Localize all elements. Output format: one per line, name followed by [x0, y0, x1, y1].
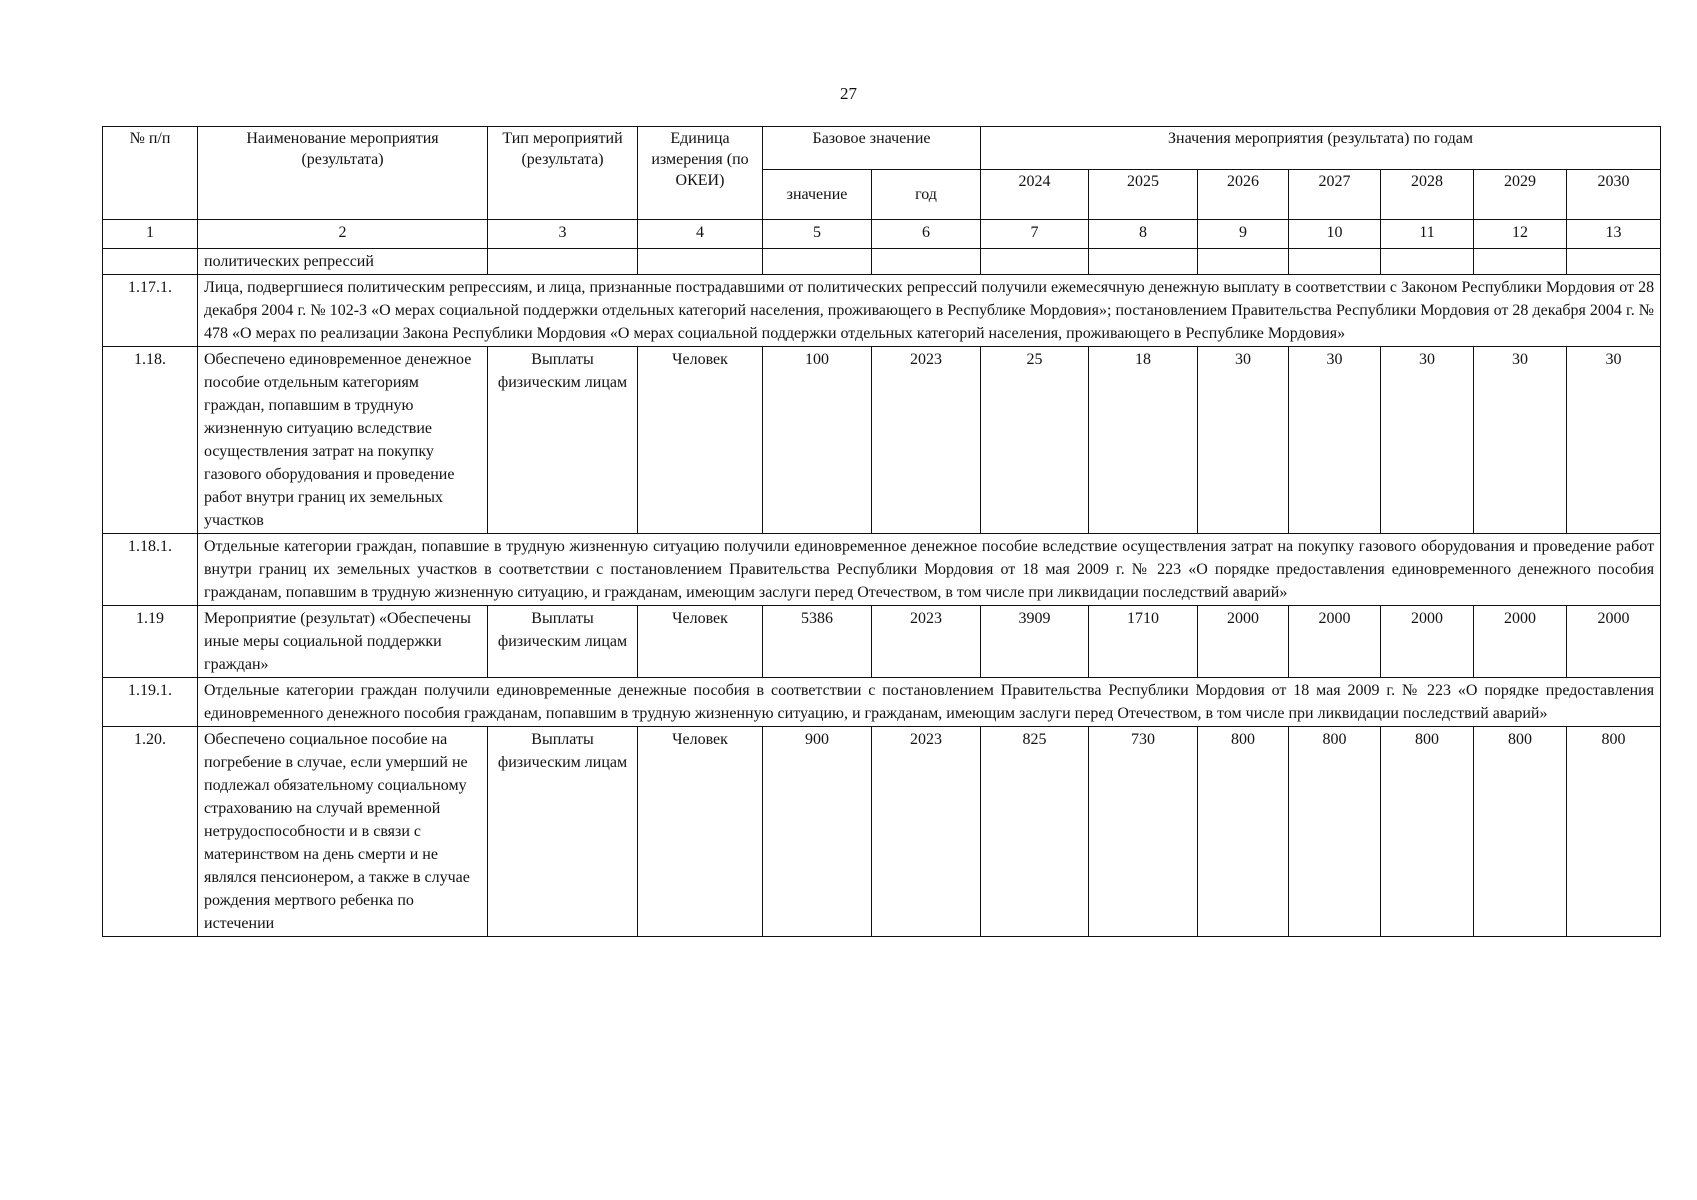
measure-type: Выплаты физическим лицам: [488, 727, 638, 937]
empty-cell: [488, 249, 638, 275]
year-value: 30: [1567, 347, 1661, 534]
measure-row: [103, 606, 1661, 678]
header-num: № п/п: [103, 127, 198, 220]
year-value: 800: [1198, 727, 1289, 937]
base-year: 2023: [872, 347, 981, 534]
measure-type: Выплаты физическим лицам: [488, 606, 638, 678]
result-text: Отдельные категории граждан, попавшие в трудную жизненную ситуацию получили единовременное денежное пособие вследствие осуществления затрат на покупку газового оборудования и проведение работ внутри границ их земельных участков в соответствии с постановлением Правительства Республики Мордовия от 18 мая 2009 г. № 223 «О порядке предоставления единовременного денежного пособия гражданам, попавшим в трудную жизненную ситуацию, и гражданам, имеющим заслуги перед Отечеством, в том числе при ликвидации последствий аварий»: [198, 534, 1661, 606]
column-number: 4: [638, 220, 763, 249]
header-base-value: значение: [763, 170, 872, 220]
year-value: 1710: [1089, 606, 1198, 678]
year-value: 800: [1381, 727, 1474, 937]
row-number: 1.17.1.: [103, 275, 198, 347]
header-base-year: год: [872, 170, 981, 220]
header-year: 2028: [1381, 170, 1474, 220]
year-value: 800: [1567, 727, 1661, 937]
column-number: 7: [981, 220, 1089, 249]
continuation-num-cell: [103, 249, 198, 275]
header-year: 2029: [1474, 170, 1567, 220]
measure-name: Обеспечено единовременное денежное пособие отдельным категориям граждан, попавшим в трудную жизненную ситуацию вследствие осуществления затрат на покупку газового оборудования и проведение работ внутри границ их земельных участков: [198, 347, 488, 534]
empty-cell: [638, 249, 763, 275]
header-name: Наименование мероприятия (результата): [198, 127, 488, 220]
empty-cell: [1198, 249, 1289, 275]
row-number: 1.20.: [103, 727, 198, 937]
year-value: 30: [1381, 347, 1474, 534]
measure-name: Мероприятие (результат) «Обеспечены иные меры социальной поддержки граждан»: [198, 606, 488, 678]
year-value: 3909: [981, 606, 1089, 678]
result-text-row: [103, 534, 1661, 606]
empty-cell: [981, 249, 1089, 275]
measure-name: Обеспечено социальное пособие на погребение в случае, если умерший не подлежал обязательному социальному страхованию на случай временной нетрудоспособности и в связи с материнством на день смерти и не являлся пенсионером, а также в случае рождения мертвого ребенка по истечении: [198, 727, 488, 937]
year-value: 30: [1474, 347, 1567, 534]
year-value: 18: [1089, 347, 1198, 534]
empty-cell: [1289, 249, 1381, 275]
column-number: 2: [198, 220, 488, 249]
measure-unit: Человек: [638, 606, 763, 678]
year-value: 2000: [1289, 606, 1381, 678]
empty-cell: [1567, 249, 1661, 275]
year-value: 30: [1198, 347, 1289, 534]
row-number: 1.18.: [103, 347, 198, 534]
header-row-1: [103, 127, 1661, 170]
column-numbers-row: [103, 220, 1661, 249]
header-year: 2026: [1198, 170, 1289, 220]
base-year: 2023: [872, 727, 981, 937]
header-year: 2027: [1289, 170, 1381, 220]
header-base: Базовое значение: [763, 127, 981, 170]
base-value: 5386: [763, 606, 872, 678]
continuation-row: [103, 249, 1661, 275]
empty-cell: [1381, 249, 1474, 275]
year-value: 2000: [1198, 606, 1289, 678]
result-text: Лица, подвергшиеся политическим репрессиям, и лица, признанные пострадавшими от политических репрессий получили ежемесячную денежную выплату в соответствии с Законом Республики Мордовия от 28 декабря 2004 г. № 102-З «О мерах социальной поддержки отдельных категорий населения, проживающего в Республике Мордовия»; постановлением Правительства Республики Мордовия от 28 декабря 2004 г. № 478 «О мерах по реализации Закона Республики Мордовия «О мерах социальной поддержки отдельных категорий населения, проживающего в Республике Мордовия»: [198, 275, 1661, 347]
continuation-name: политических репрессий: [198, 249, 488, 275]
measure-unit: Человек: [638, 347, 763, 534]
year-value: 825: [981, 727, 1089, 937]
header-year: 2030: [1567, 170, 1661, 220]
header-year: 2024: [981, 170, 1089, 220]
base-year: 2023: [872, 606, 981, 678]
year-value: 730: [1089, 727, 1198, 937]
measure-type: Выплаты физическим лицам: [488, 347, 638, 534]
measure-row: [103, 727, 1661, 937]
column-number: 3: [488, 220, 638, 249]
column-number: 10: [1289, 220, 1381, 249]
column-number: 5: [763, 220, 872, 249]
results-table: [102, 126, 1661, 937]
header-year: 2025: [1089, 170, 1198, 220]
page-number: 27: [840, 84, 857, 103]
column-number: 13: [1567, 220, 1661, 249]
result-text-row: [103, 275, 1661, 347]
measure-unit: Человек: [638, 727, 763, 937]
year-value: 2000: [1474, 606, 1567, 678]
column-number: 6: [872, 220, 981, 249]
year-value: 800: [1289, 727, 1381, 937]
column-number: 8: [1089, 220, 1198, 249]
year-value: 800: [1474, 727, 1567, 937]
base-value: 100: [763, 347, 872, 534]
year-value: 30: [1289, 347, 1381, 534]
empty-cell: [763, 249, 872, 275]
row-number: 1.18.1.: [103, 534, 198, 606]
year-value: 2000: [1381, 606, 1474, 678]
row-number: 1.19: [103, 606, 198, 678]
base-value: 900: [763, 727, 872, 937]
column-number: 1: [103, 220, 198, 249]
row-number: 1.19.1.: [103, 678, 198, 727]
empty-cell: [1089, 249, 1198, 275]
result-text-row: [103, 678, 1661, 727]
column-number: 9: [1198, 220, 1289, 249]
header-unit: Единица измерения (по ОКЕИ): [638, 127, 763, 220]
column-number: 12: [1474, 220, 1567, 249]
year-value: 25: [981, 347, 1089, 534]
header-values: Значения мероприятия (результата) по годам: [981, 127, 1661, 170]
year-value: 2000: [1567, 606, 1661, 678]
column-number: 11: [1381, 220, 1474, 249]
header-type: Тип мероприятий (результата): [488, 127, 638, 220]
measure-row: [103, 347, 1661, 534]
result-text: Отдельные категории граждан получили единовременные денежные пособия в соответствии с постановлением Правительства Республики Мордовия от 18 мая 2009 г. № 223 «О порядке предоставления единовременного денежного пособия гражданам, попавшим в трудную жизненную ситуацию, и гражданам, имеющим заслуги перед Отечеством, в том числе при ликвидации последствий аварий»: [198, 678, 1661, 727]
empty-cell: [1474, 249, 1567, 275]
empty-cell: [872, 249, 981, 275]
